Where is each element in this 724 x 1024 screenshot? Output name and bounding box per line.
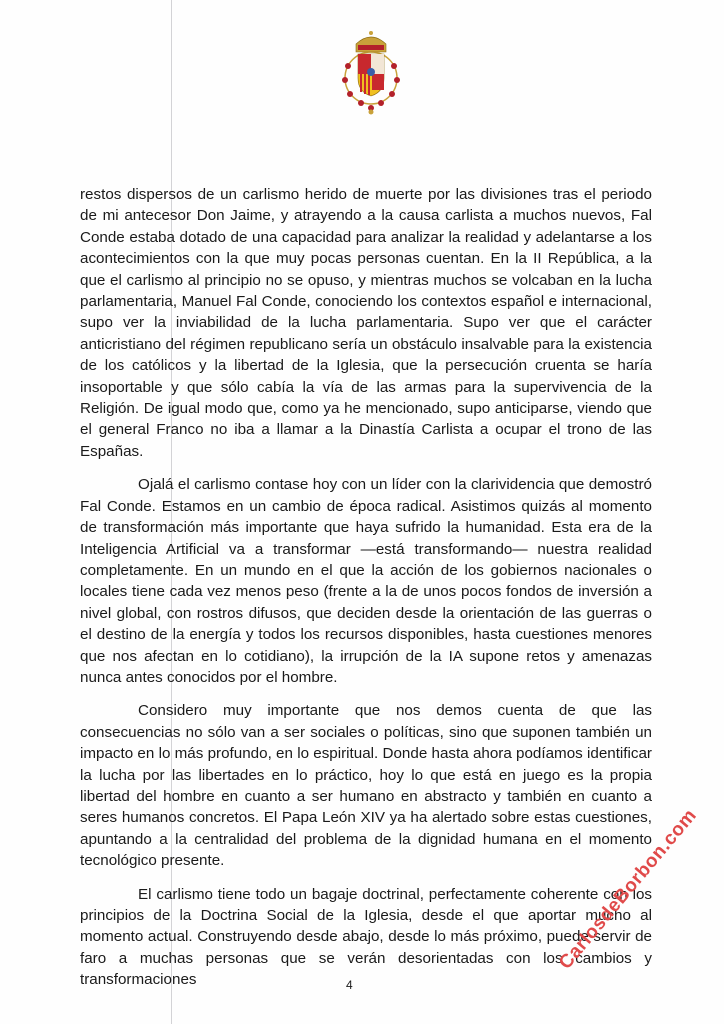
- paragraph: El carlismo tiene todo un bagaje doctrinal, perfectamente coherente con los principios de la Doctrina Social de la Iglesia, desde el que aportar mucho al momento actual. Construyendo desde abajo, desde lo más próximo, puede servir de faro a muchas personas que se verán desorientadas con los cambios y transformaciones: [80, 885, 652, 989]
- watermark-text: CarlosdeBorbon.com: [555, 805, 702, 974]
- page-number: 4: [346, 978, 353, 992]
- paragraph: restos dispersos de un carlismo herido de muerte por las divisiones tras el periodo de mi antecesor Don Jaime, y atrayendo a la causa carlista a muchos nuevos, Fal Conde estaba dotado de una capacidad para analizar la realidad y adelantarse a los acontecimientos con la que muy pocas personas cuentan. En la II República, a la que el carlismo al principio no se opuso, y mientras muchos se volcaban en la lucha parlamentaria, Manuel Fal Conde, conociendo los contextos español e internacional, supo ver la inviabilidad de la lucha parlamentaria. Supo ver que el carácter anticristiano del régimen republicano sería un obstáculo insalvable para la existencia de los católicos y la libertad de la Iglesia, que la persecución cruenta se haría insoportable y que sólo cabía la vía de las armas para la supervivencia de la Religión. De igual modo que, como ya he mencionado, supo anticiparse, viendo que el general Franco no iba a llamar a la Dinastía Carlista a ocupar el trono de las Españas.: [80, 186, 652, 460]
- paragraph: Ojalá el carlismo contase hoy con un líder con la clarividencia que demostró Fal Conde. Estamos en un cambio de época radical. Asistimos quizás al momento de transformación más importante que haya sufrido la humanidad. Esta era de la Inteligencia Artificial va a transformar —está transformando— nuestra realidad completamente. En un mundo en el que la acción de los gobiernos nacionales o locales tiene cada vez menos peso (frente a la de unos pocos fondos de inversión a nivel global, con rostros difusos, que deciden desde la orientación de las guerras o el destino de la energía y todos los recursos disponibles, hasta cuestiones menores que nos afectan en lo cotidiano), la irrupción de la IA supone retos y amenazas nunca antes conocidos por el hombre.: [80, 476, 652, 686]
- royal-coat-of-arms-icon: [336, 28, 406, 116]
- watermark-crest-icon: [545, 810, 720, 1010]
- paragraph: Considero muy importante que nos demos cuenta de que las consecuencias no sólo van a ser sociales o políticas, sino que suponen también un impacto en lo más profundo, en lo espiritual. Donde hasta ahora podíamos identificar la lucha por las libertades en lo práctico, hoy lo que está en juego es la propia libertad del hombre en cuanto a ser humano en abstracto y también en cuanto a seres humanos concretos. El Papa León XIV ya ha alertado sobre estas cuestiones, apuntando a la centralidad del problema de la dignidad humana en el momento tecnológico presente.: [80, 702, 652, 870]
